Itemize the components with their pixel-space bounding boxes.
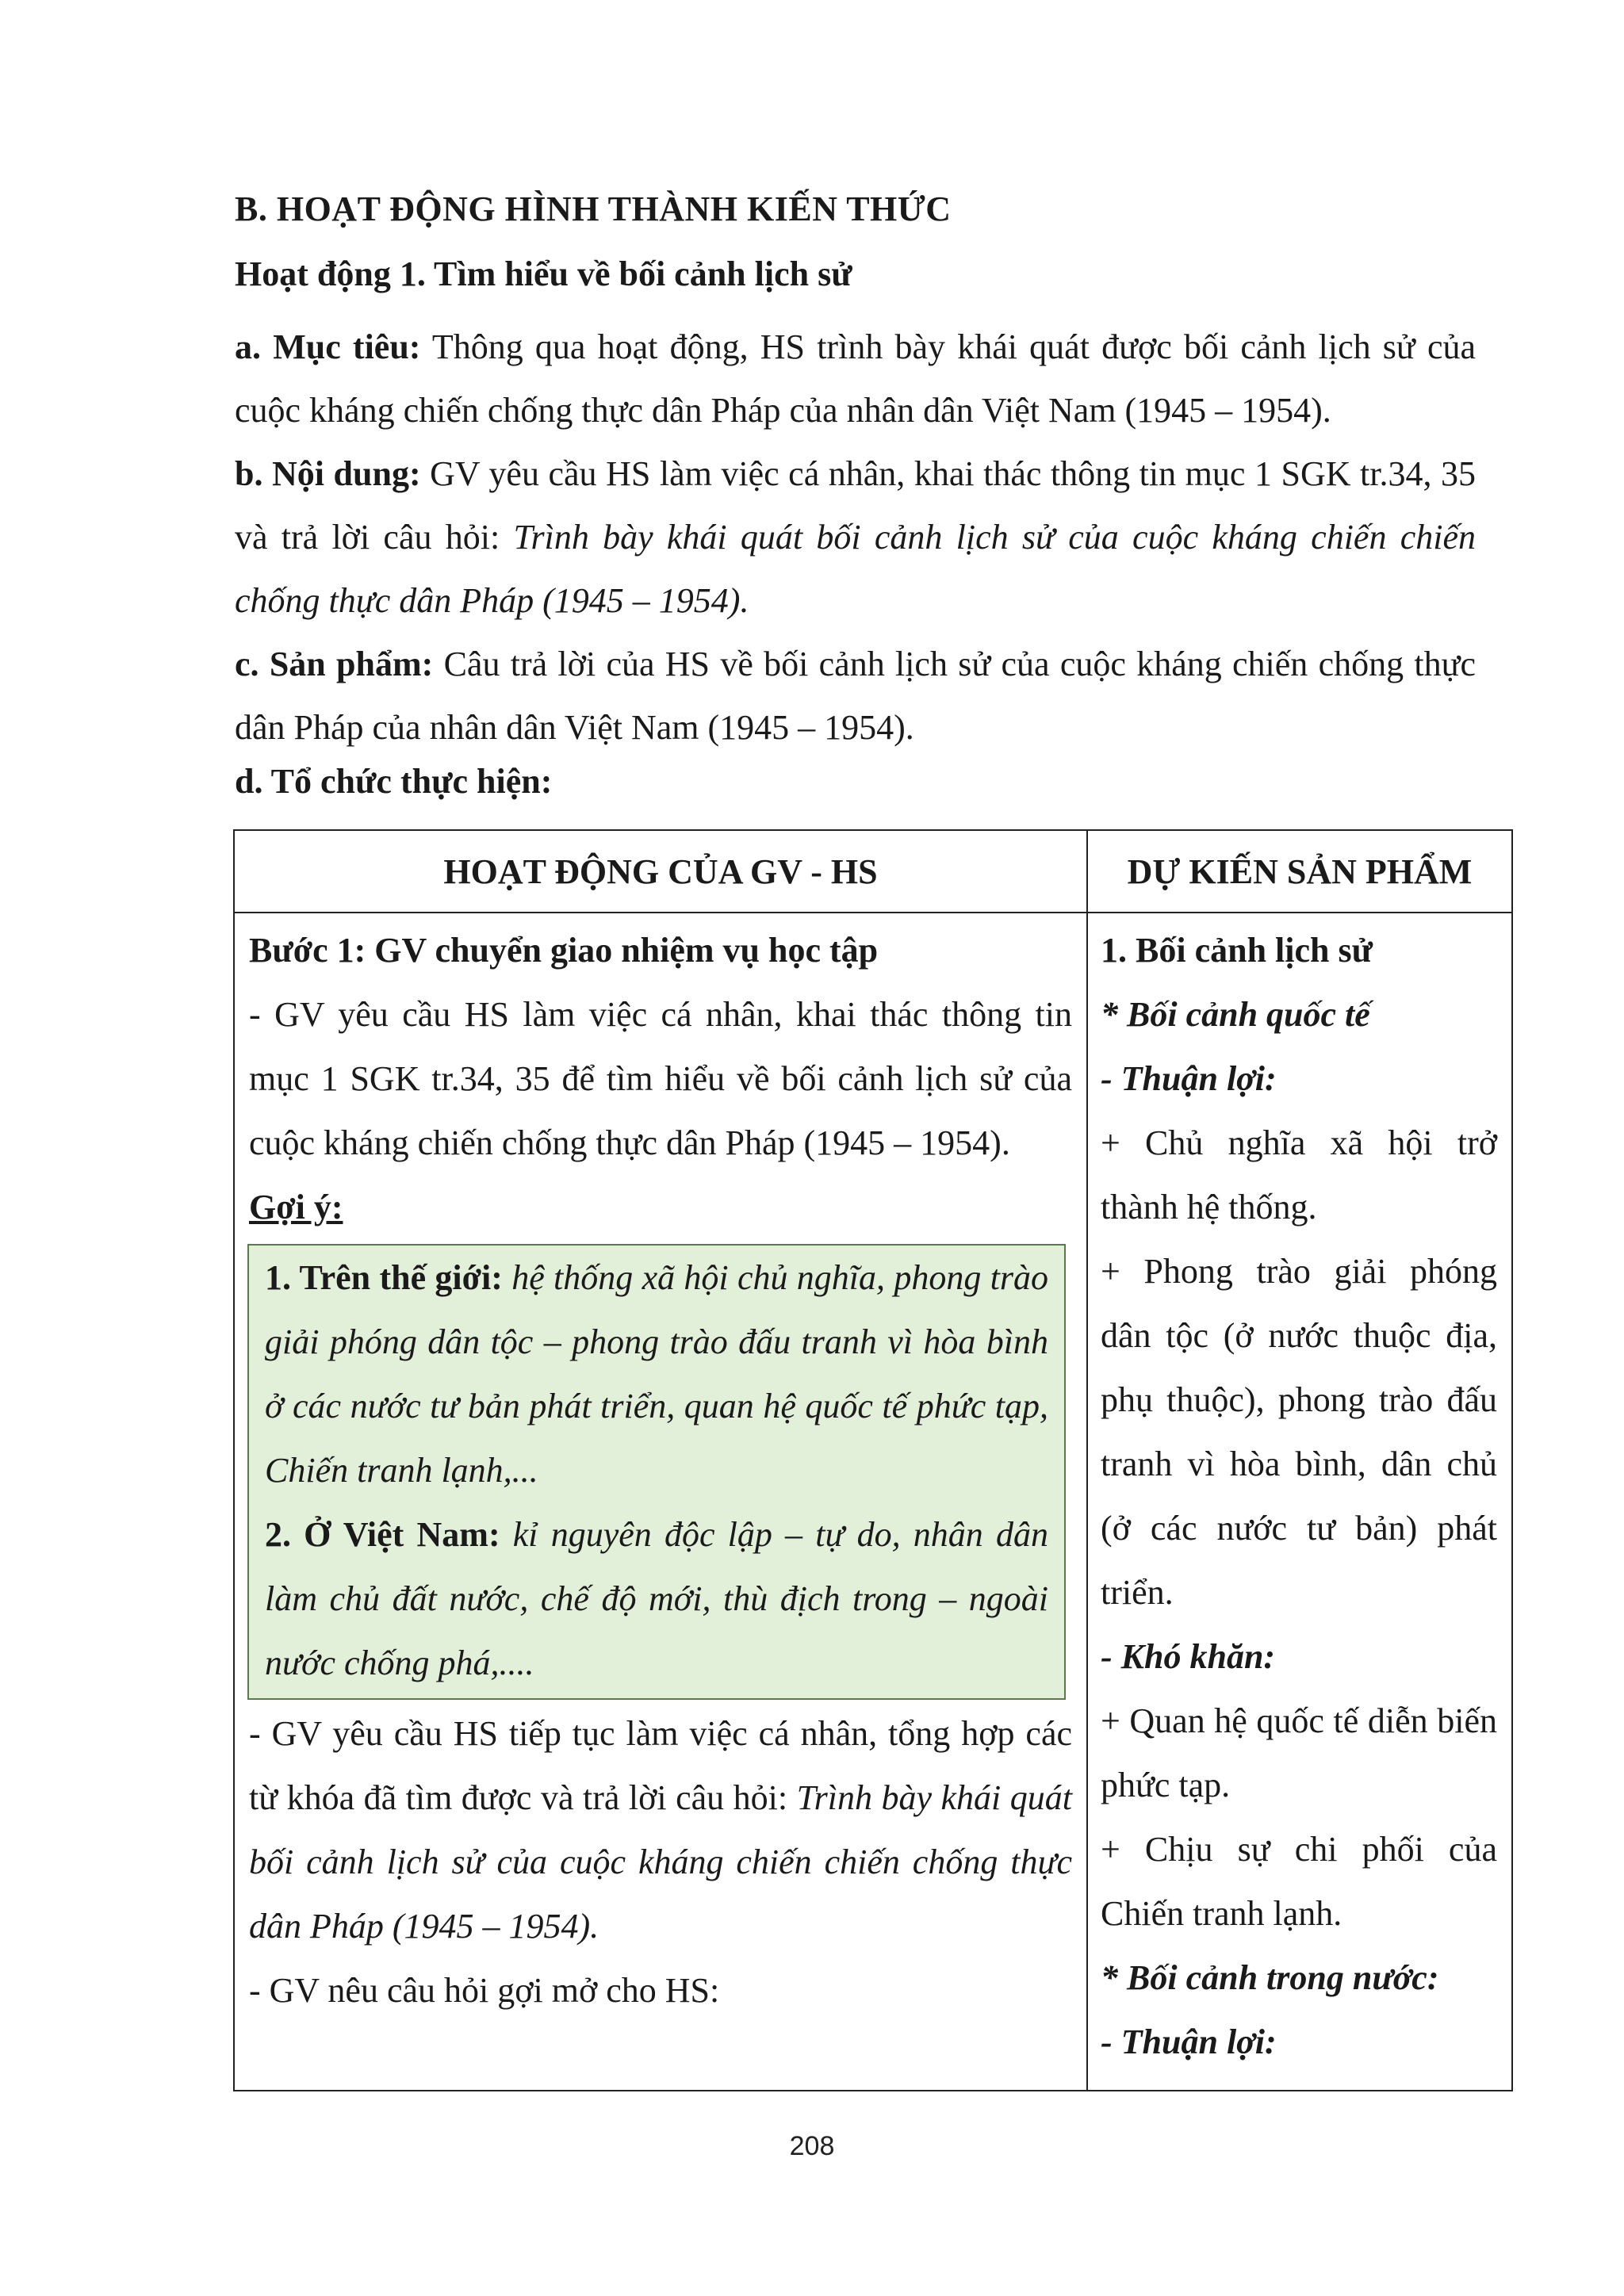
difficulty-item-1: + Quan hệ quốc tế diễn biến phức tạp. (1101, 1701, 1497, 1804)
hint1-label: 1. Trên thế giới: (265, 1258, 503, 1297)
right-title: 1. Bối cảnh lịch sử (1101, 931, 1373, 970)
content-question: Trình bày khái quát bối cảnh lịch sử của cuộc kháng chiến chiến chống thực dân Pháp (1945 – 1954). (235, 518, 1476, 620)
goal-text: Thông qua hoạt động, HS trình bày khái quát được bối cảnh lịch sử của cuộc kháng chiến chống thực dân Pháp của nhân dân Việt Nam (1945 – 1954). (235, 327, 1477, 430)
hint-box (247, 1244, 1066, 1700)
goal-paragraph (235, 316, 1476, 442)
content-label: b. Nội dung: (235, 454, 421, 493)
task2 (249, 1701, 1072, 1958)
difficulties-label: - Khó khăn: (1101, 1637, 1276, 1676)
right-cell (1087, 913, 1512, 2091)
hint-label: Gợi ý: (249, 1188, 343, 1226)
hint1-text: hệ thống xã hội chủ nghĩa, phong trào giải phóng dân tộc – phong trào đấu tranh vì hòa bình ở các nước tư bản phát triển, quan hệ quốc tế phức tạp, Chiến tranh lạnh,... (265, 1258, 1049, 1490)
table-row (234, 913, 1512, 2091)
product-text: Câu trả lời của HS về bối cảnh lịch sử của cuộc kháng chiến chống thực dân Pháp của nhân dân Việt Nam (1945 – 1954). (235, 645, 1476, 747)
hint1 (265, 1246, 1048, 1502)
header-right: DỰ KIẾN SẢN PHẨM (1087, 830, 1512, 913)
content-text: GV yêu cầu HS làm việc cá nhân, khai thác thông tin mục 1 SGK tr.34, 35 và trả lời câu hỏi: (235, 454, 1477, 557)
product-label: c. Sản phẩm: (235, 645, 434, 683)
activity-table (233, 829, 1513, 2091)
left-cell (234, 913, 1087, 2091)
hint2-label: 2. Ở Việt Nam: (265, 1515, 500, 1554)
domestic-context-label: * Bối cảnh trong nước: (1101, 1958, 1439, 1997)
hint2-text: kỉ nguyên độc lập – tự do, nhân dân làm chủ đất nước, chế độ mới, thù địch trong – ngoài nước chống phá,.... (265, 1515, 1048, 1682)
task1-text: - GV yêu cầu HS làm việc cá nhân, khai thác thông tin mục 1 SGK tr.34, 35 để tìm hiểu về bối cảnh lịch sử của cuộc kháng chiến chống thực dân Pháp (1945 – 1954). (249, 995, 1072, 1162)
task2-text: - GV yêu cầu HS tiếp tục làm việc cá nhân, tổng hợp các từ khóa đã tìm được và trả lời câu hỏi: (249, 1714, 1072, 1817)
page-number: 208 (789, 2131, 835, 2161)
hint2 (265, 1502, 1048, 1695)
section-heading: B. HOẠT ĐỘNG HÌNH THÀNH KIẾN THỨC (235, 189, 952, 228)
organize-label: d. Tổ chức thực hiện: (235, 762, 553, 801)
task2-question: Trình bày khái quát bối cảnh lịch sử của cuộc kháng chiến chiến chống thực dân Pháp (1945 – 1954). (249, 1778, 1073, 1946)
content-paragraph (235, 442, 1476, 633)
intl-context-label: * Bối cảnh quốc tế (1101, 995, 1370, 1034)
domestic-advantages-label: - Thuận lợi: (1101, 2022, 1277, 2061)
table-header-row (234, 830, 1512, 913)
step1-label: Bước 1: GV chuyển giao nhiệm vụ học tập (249, 931, 879, 970)
activity-title: Hoạt động 1. Tìm hiểu về bối cảnh lịch sử (235, 254, 852, 293)
header-left: HOẠT ĐỘNG CỦA GV - HS (234, 830, 1087, 913)
difficulty-item-2: + Chịu sự chi phối của Chiến tranh lạnh. (1101, 1830, 1497, 1933)
task3-text: - GV nêu câu hỏi gợi mở cho HS: (249, 1971, 720, 2010)
advantage-item-2: + Phong trào giải phóng dân tộc (ở nước thuộc địa, phụ thuộc), phong trào đấu tranh vì hòa bình, dân chủ (ở các nước tư bản) phát triển. (1101, 1252, 1497, 1612)
product-paragraph (235, 633, 1476, 760)
advantage-item-1: + Chủ nghĩa xã hội trở thành hệ thống. (1101, 1123, 1497, 1226)
goal-label: a. Mục tiêu: (235, 327, 421, 366)
advantages-label: - Thuận lợi: (1101, 1059, 1277, 1098)
